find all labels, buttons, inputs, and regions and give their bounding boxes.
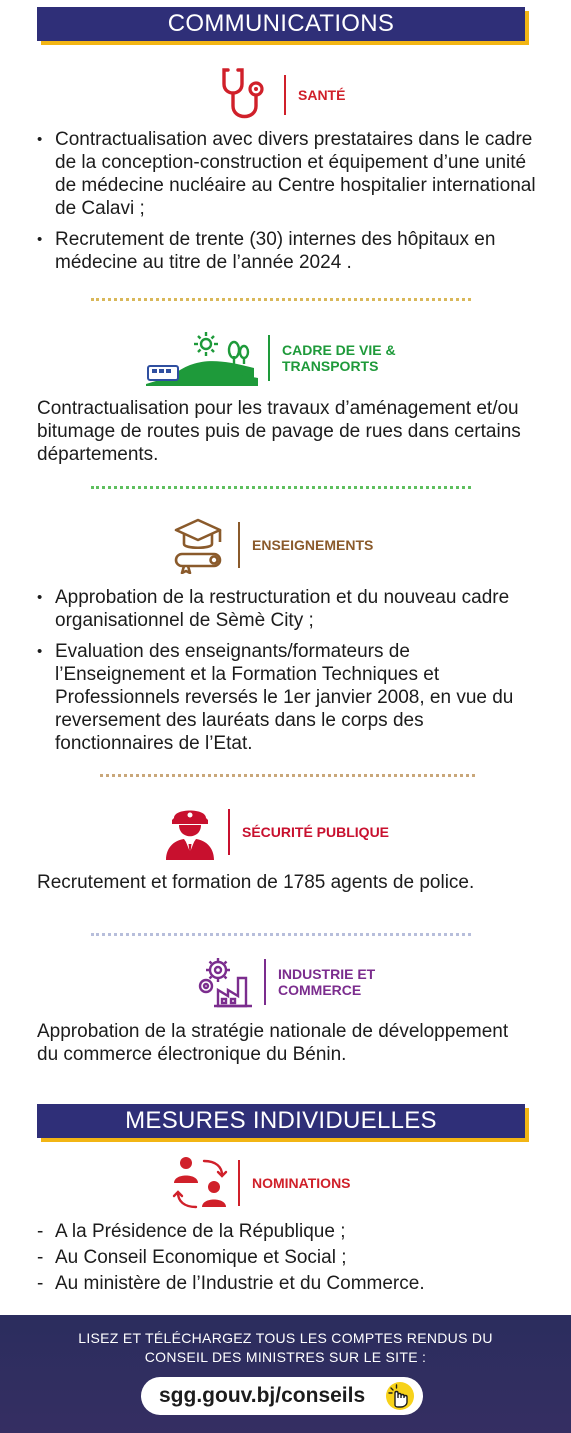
dotted-divider xyxy=(100,774,475,777)
nominations-divider xyxy=(238,1160,240,1206)
enseignements-divider xyxy=(238,522,240,568)
securite-divider xyxy=(228,809,230,855)
footer-line1: LISEZ ET TÉLÉCHARGEZ TOUS LES COMPTES RENDUS DU xyxy=(78,1330,493,1346)
website-url[interactable]: sgg.gouv.bj/conseils xyxy=(159,1384,366,1407)
cadre-title-line1: CADRE DE VIE & xyxy=(282,342,396,358)
cadre-text: Contractualisation pour les travaux d’aménagement et/ou bitumage de routes puis de pavage de rues dans certains départements. xyxy=(37,398,521,465)
list-item: - A la Présidence de la République ; xyxy=(37,1219,537,1245)
dotted-divider xyxy=(91,933,471,936)
list-item: • Evaluation des enseignants/formateurs de l’Enseignement et la Formation Techniques et Professionnels reversés le 1er janvier 2008, en vue du reversement des lauréats dans le corps des fonctionnaires de l’Etat. xyxy=(37,640,537,755)
enseignements-title: ENSEIGNEMENTS xyxy=(252,537,374,553)
industrie-title xyxy=(278,966,375,998)
stethoscope-icon xyxy=(220,66,270,124)
securite-text: Recrutement et formation de 1785 agents de police. xyxy=(37,872,475,893)
cadre-header xyxy=(146,330,396,386)
mesures-banner: MESURES INDIVIDUELLES xyxy=(37,1104,525,1138)
dotted-divider xyxy=(91,486,471,489)
factory-gears-icon xyxy=(196,956,254,1008)
securite-title: SÉCURITÉ PUBLIQUE xyxy=(242,824,390,840)
footer-line2: CONSEIL DES MINISTRES SUR LE SITE : xyxy=(144,1349,427,1365)
industrie-header xyxy=(196,956,375,1008)
click-hand-icon xyxy=(383,1381,417,1411)
communications-banner: COMMUNICATIONS xyxy=(37,7,525,41)
list-item: - Au Conseil Economique et Social ; xyxy=(37,1245,537,1271)
cadre-title-line2: TRANSPORTS xyxy=(282,358,379,374)
industrie-divider xyxy=(264,959,266,1005)
sante-list xyxy=(37,128,542,282)
police-officer-icon xyxy=(162,804,218,860)
nominations-list xyxy=(37,1219,537,1297)
cadre-title xyxy=(282,342,396,374)
enseignements-list xyxy=(37,586,537,763)
footer-text xyxy=(0,1329,571,1367)
list-item: • Contractualisation avec divers prestataires dans le cadre de la conception-construction et équipement d’une unité de médecine nucléaire au Centre hospitalier international de Calavi ; xyxy=(37,128,542,220)
sante-divider xyxy=(284,75,286,115)
website-link[interactable] xyxy=(141,1377,423,1415)
industrie-title-line1: INDUSTRIE ET xyxy=(278,966,376,982)
sante-title: SANTÉ xyxy=(298,87,346,103)
footer xyxy=(0,1315,571,1433)
cadre-divider xyxy=(268,335,270,381)
enseignements-header xyxy=(170,516,373,574)
list-item: - Au ministère de l’Industrie et du Commerce. xyxy=(37,1271,537,1297)
list-item: • Approbation de la restructuration et du nouveau cadre organisationnel de Sèmè City ; xyxy=(37,586,537,632)
nominations-title: NOMINATIONS xyxy=(252,1175,351,1191)
graduation-cap-diploma-icon xyxy=(170,516,228,574)
nominations-header xyxy=(172,1155,351,1211)
list-item: • Recrutement de trente (30) internes des hôpitaux en médecine au titre de l’année 2024 . xyxy=(37,228,542,274)
people-exchange-icon xyxy=(172,1155,228,1211)
landscape-bus-icon xyxy=(146,330,258,386)
dotted-divider xyxy=(91,298,471,301)
industrie-text: Approbation de la stratégie nationale de développement du commerce électronique du Bénin. xyxy=(37,1021,509,1065)
industrie-title-line2: COMMERCE xyxy=(278,982,362,998)
securite-header xyxy=(162,804,389,860)
sante-header xyxy=(220,66,345,124)
